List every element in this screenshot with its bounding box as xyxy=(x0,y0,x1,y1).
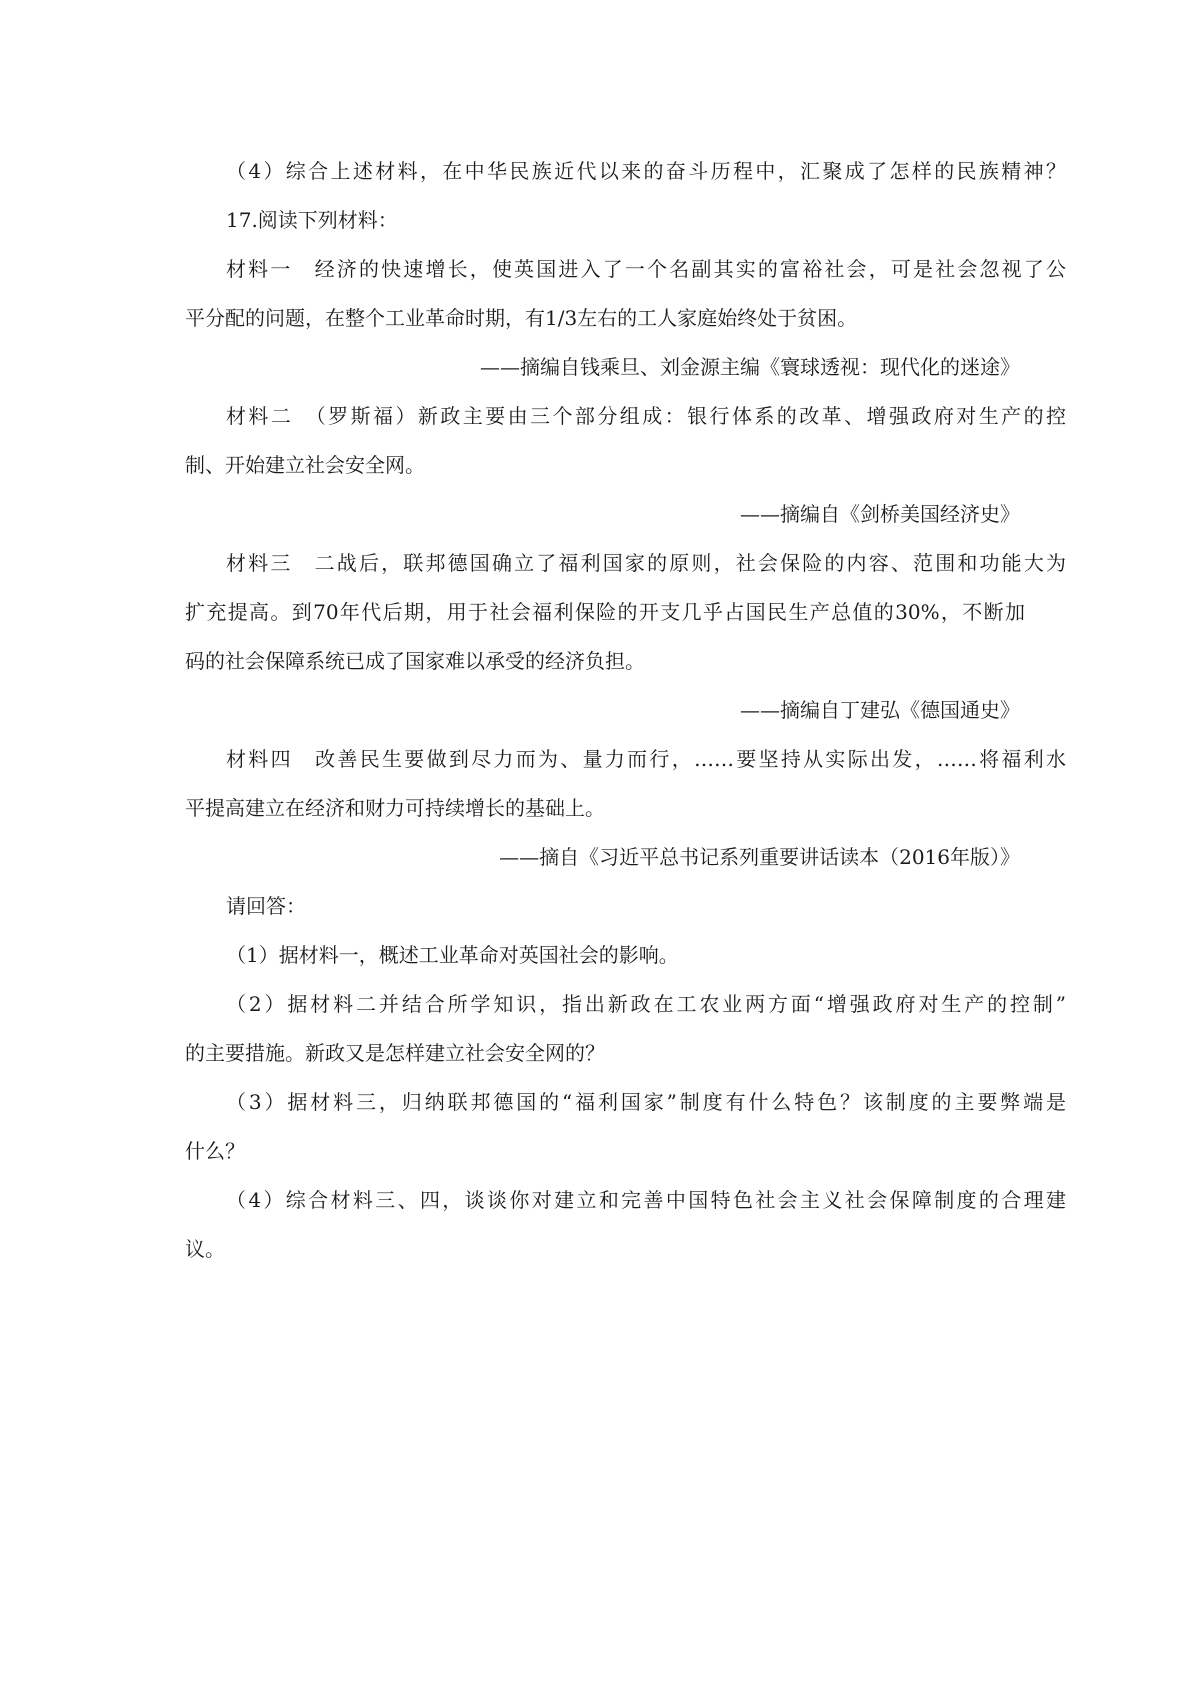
sub-question-3-line-2: 什么？ xyxy=(185,1139,245,1163)
sub-question-4-line-2: 议。 xyxy=(185,1237,225,1261)
material-4-source: ——摘自《习近平总书记系列重要讲话读本（2016年版）》 xyxy=(499,845,1020,869)
sub-question-2-line-1: （2）据材料二并结合所学知识，指出新政在工农业两方面“增强政府对生产的控制” xyxy=(226,992,1066,1016)
material-1-line-2: 平分配的问题，在整个工业革命时期，有1/3左右的工人家庭始终处于贫困。 xyxy=(185,306,858,330)
sub-question-1: （1）据材料一，概述工业革命对英国社会的影响。 xyxy=(226,943,679,967)
material-3-source: ——摘编自丁建弘《德国通史》 xyxy=(740,698,1020,722)
material-3-line-1: 材料三 二战后，联邦德国确立了福利国家的原则，社会保险的内容、范围和功能大为 xyxy=(226,551,1066,575)
material-1-source: ——摘编自钱乘旦、刘金源主编《寰球透视：现代化的迷途》 xyxy=(480,355,1020,379)
material-2-line-2: 制、开始建立社会安全网。 xyxy=(185,453,425,477)
material-2-line-1: 材料二 （罗斯福）新政主要由三个部分组成：银行体系的改革、增强政府对生产的控 xyxy=(226,404,1066,428)
material-2-source: ——摘编自《剑桥美国经济史》 xyxy=(740,502,1020,526)
question-17-title: 17.阅读下列材料： xyxy=(226,208,398,232)
material-1-line-1: 材料一 经济的快速增长，使英国进入了一个名副其实的富裕社会，可是社会忽视了公 xyxy=(226,257,1066,281)
material-3-line-2: 扩充提高。到70年代后期，用于社会福利保险的开支几乎占国民生产总值的30%，不断加 xyxy=(185,600,1025,624)
sub-question-2-line-2: 的主要措施。新政又是怎样建立社会安全网的？ xyxy=(185,1041,605,1065)
prev-question-4: （4）综合上述材料，在中华民族近代以来的奋斗历程中，汇聚成了怎样的民族精神？ xyxy=(226,159,1066,183)
material-4-line-2: 平提高建立在经济和财力可持续增长的基础上。 xyxy=(185,796,605,820)
sub-question-3-line-1: （3）据材料三，归纳联邦德国的“福利国家”制度有什么特色？该制度的主要弊端是 xyxy=(226,1090,1066,1114)
material-4-line-1: 材料四 改善民生要做到尽力而为、量力而行，……要坚持从实际出发，……将福利水 xyxy=(226,747,1066,771)
answer-prompt: 请回答： xyxy=(226,894,306,918)
sub-question-4-line-1: （4）综合材料三、四，谈谈你对建立和完善中国特色社会主义社会保障制度的合理建 xyxy=(226,1188,1066,1212)
material-3-line-3: 码的社会保障系统已成了国家难以承受的经济负担。 xyxy=(185,649,645,673)
